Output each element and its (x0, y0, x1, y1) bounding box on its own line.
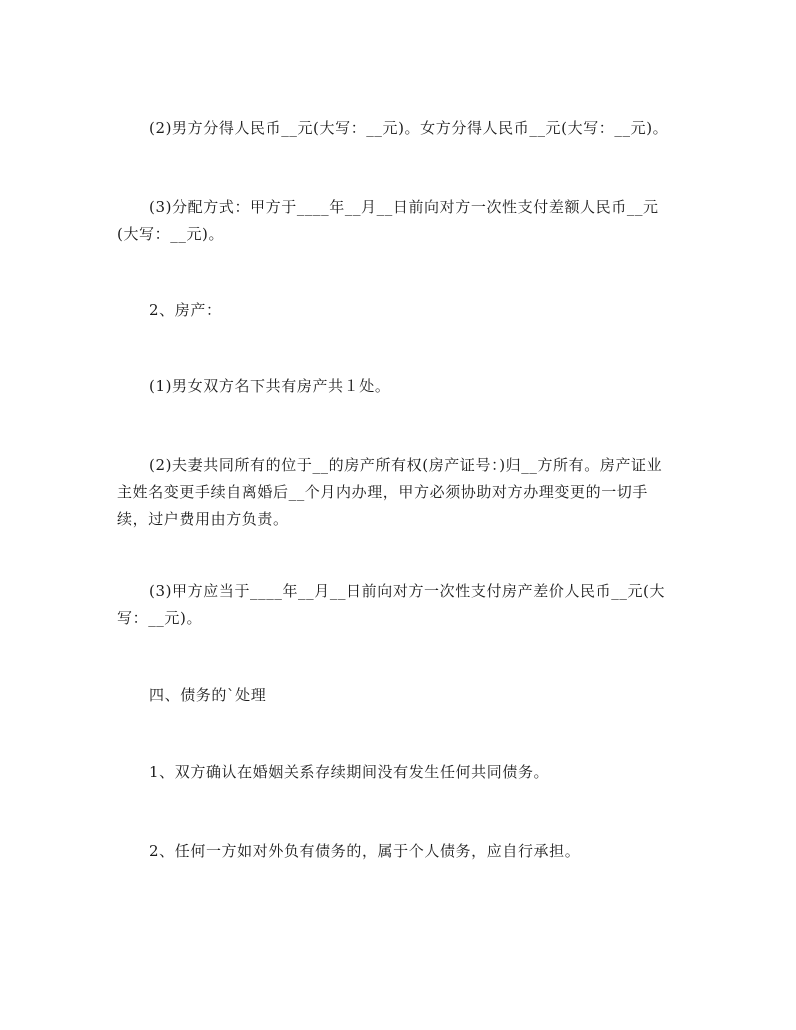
paragraph-property-price-difference: (3)甲方应当于____年__月__日前向对方一次性支付房产差价人民币__元(大写：__元)。 (117, 582, 666, 627)
paragraph-no-joint-debt: 1、双方确认在婚姻关系存续期间没有发生任何共同债务。 (149, 763, 550, 781)
section-heading-property: 2、房产： (149, 301, 222, 319)
paragraph-personal-debt: 2、任何一方如对外负有债务的，属于个人债务，应自行承担。 (149, 842, 581, 860)
section-heading-debts: 四、债务的`处理 (149, 686, 267, 704)
paragraph-property-ownership: (2)夫妻共同所有的位于__的房产所有权(房产证号：)归__方所有。房产证业主姓名变更手续自离婚后__个月内办理，甲方必须协助对方办理变更的一切手续，过户费用由方负责。 (117, 456, 663, 528)
paragraph-property-count: (1)男女双方名下共有房产共１处。 (149, 377, 391, 395)
paragraph-payment-method: (3)分配方式：甲方于____年__月__日前向对方一次性支付差额人民币__元(大写：__元)。 (117, 198, 659, 243)
paragraph-male-female-share: (2)男方分得人民币__元(大写：__元)。女方分得人民币__元(大写：__元)。 (149, 119, 669, 137)
